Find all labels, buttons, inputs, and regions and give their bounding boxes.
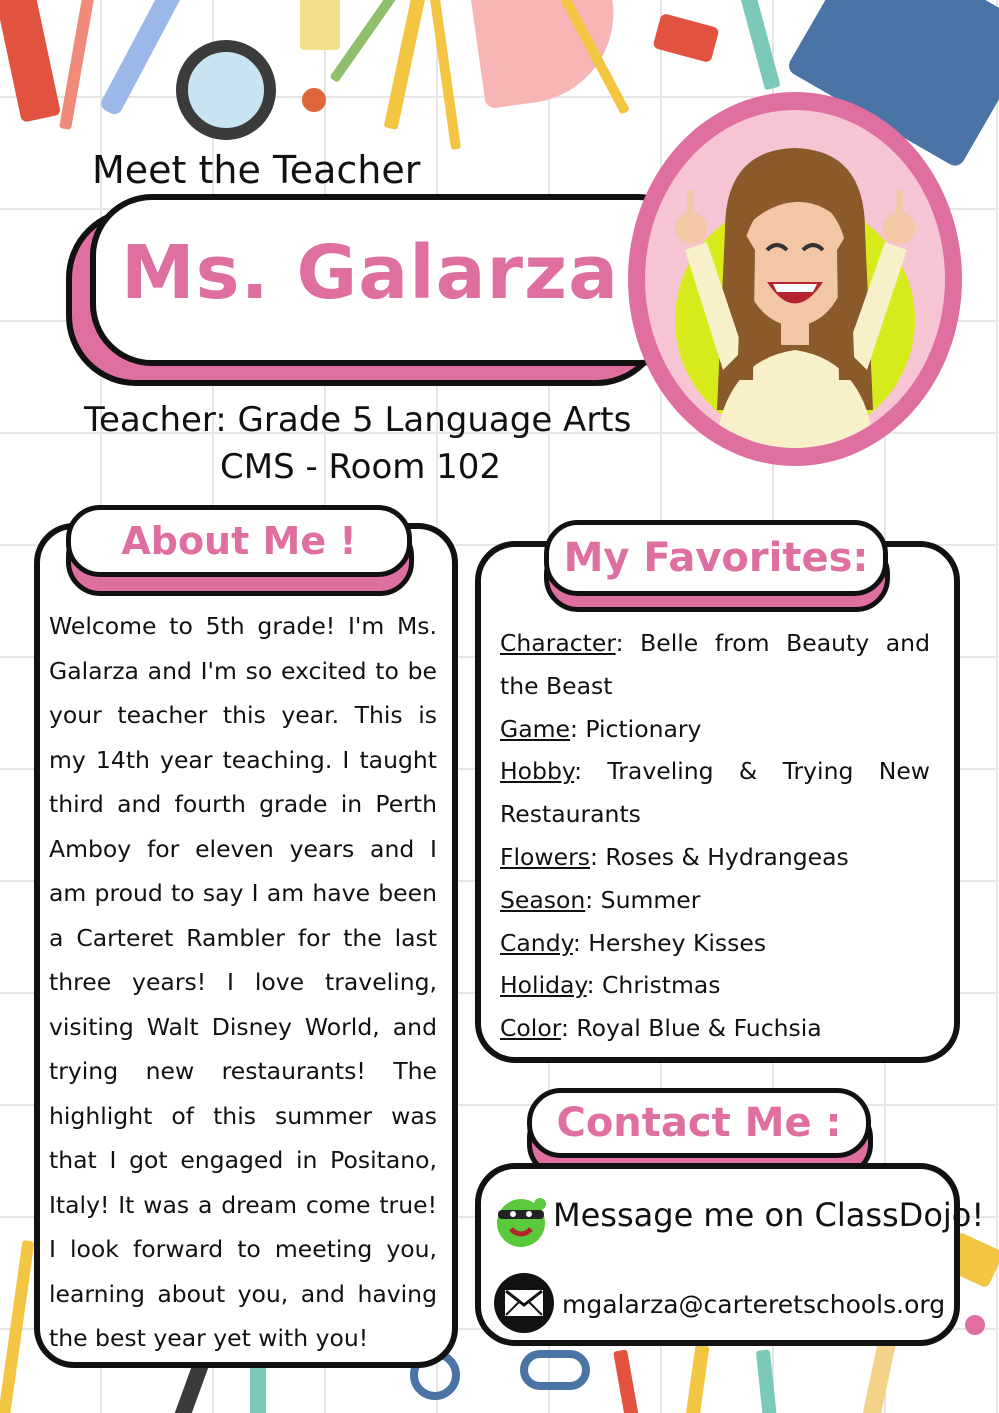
favorite-hobby (500, 750, 930, 836)
favorite-value: : Hershey Kisses (572, 928, 767, 957)
favorite-character (500, 622, 930, 708)
favorite-key: Hobby (500, 757, 575, 786)
favorite-value: : Pictionary (569, 714, 702, 743)
pencil-icon (756, 1349, 778, 1413)
pencil-icon (429, 0, 461, 150)
favorite-key: Candy (500, 928, 573, 957)
pencil-icon (613, 1349, 641, 1413)
sharpener-icon (652, 13, 719, 63)
meet-the-teacher-heading: Meet the Teacher (92, 148, 421, 192)
protractor-icon (471, 0, 625, 109)
favorite-holiday (500, 964, 930, 1007)
teacher-role: Teacher: Grade 5 Language Arts (84, 400, 632, 440)
pen-icon (98, 0, 183, 117)
magnifier-icon (176, 40, 276, 140)
brush-icon (384, 0, 427, 130)
favorite-value: : Traveling & Trying New Restaurants (500, 757, 930, 829)
pencil-icon (59, 0, 97, 130)
pencil-icon (862, 1339, 896, 1413)
favorite-season (500, 879, 930, 922)
envelope-icon (494, 1273, 554, 1333)
favorite-key: Season (500, 885, 586, 914)
favorite-candy (500, 922, 930, 965)
favorite-value: : Summer (585, 885, 701, 914)
favorite-key: Flowers (500, 842, 591, 871)
classdojo-message[interactable]: Message me on ClassDojo! (553, 1196, 985, 1234)
about-me-text: Welcome to 5th grade! I'm Ms. Galarza and I'm so excited to be your teacher this year. This is my 14th year teaching. I taught third and fourth grade in Perth Amboy for eleven years and I am proud to say I am have been a Carteret Rambler for the last three years! I love traveling, visiting Walt Disney World, and trying new restaurants! The highlight of this summer was that I got engaged in Positano, Italy! It was a dream come true! I look forward to meeting you, learning about you, and having the best year yet with you! (49, 612, 437, 1352)
favorite-value: : Royal Blue & Fuchsia (560, 1014, 822, 1043)
classdojo-monster-icon (492, 1192, 550, 1250)
email-link[interactable]: mgalarza@carteretschools.org (562, 1290, 946, 1319)
contact-heading: Contact Me : (527, 1088, 871, 1158)
pencil-icon (685, 1344, 710, 1413)
pencil-icon (0, 1240, 34, 1413)
teacher-room: CMS - Room 102 (220, 447, 502, 487)
favorite-value: : Christmas (586, 971, 721, 1000)
favorite-value: : Belle from Beauty and the Beast (500, 629, 930, 700)
favorites-heading: My Favorites: (544, 520, 888, 596)
favorite-color (500, 1007, 930, 1050)
favorite-flowers (500, 836, 930, 879)
favorite-game (500, 708, 930, 751)
scissors-icon (520, 1350, 590, 1390)
pencil-icon (300, 0, 340, 50)
marker-icon (0, 0, 61, 123)
favorite-key: Game (500, 714, 570, 743)
pencil-icon (329, 0, 400, 83)
teacher-bitmoji-icon (645, 110, 945, 448)
teacher-name: Ms. Galarza (120, 230, 620, 316)
favorite-key: Character (500, 629, 616, 657)
avatar (645, 110, 945, 448)
favorites-list (500, 622, 930, 1050)
about-me-heading: About Me ! (66, 505, 412, 577)
pin-icon (302, 88, 326, 112)
favorite-key: Holiday (500, 971, 587, 1000)
favorite-value: : Roses & Hydrangeas (590, 842, 849, 871)
pencil-icon (739, 0, 780, 90)
favorite-key: Color (500, 1014, 561, 1043)
pin-icon (965, 1315, 985, 1335)
